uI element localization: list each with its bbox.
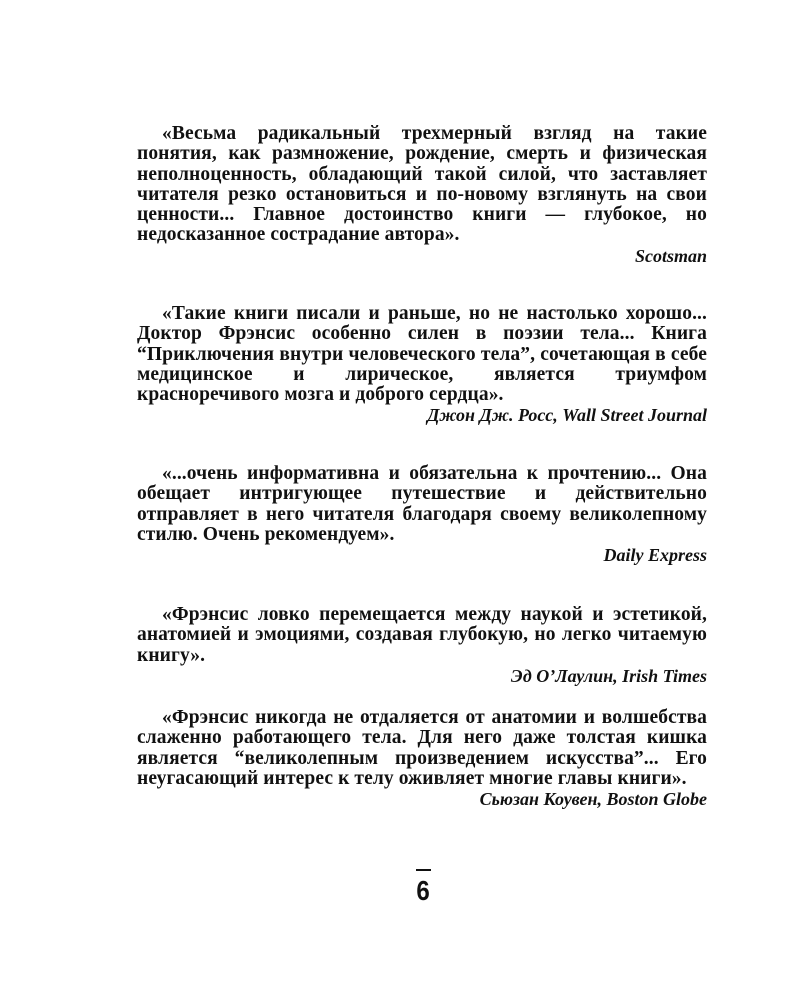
quote-source: Scotsman: [634, 245, 707, 266]
quote-source: Эд О’Лаулин, Irish Times: [510, 665, 707, 686]
review-quote-1: [137, 124, 707, 266]
review-quote-3: [137, 464, 707, 565]
page-number-rule: [416, 869, 431, 871]
quote-text: «...очень информативна и обязательна к прочтению... Она обещает интригующее путешествие и действительно отправляет в него читателя благодаря своему великолепному стилю. Очень рекомендуем».: [137, 463, 707, 545]
quote-text: «Такие книги писали и раньше, но не настолько хорошо... Доктор Фрэнсис особенно силен в поэзии тела... Книга “Приключения внутри человеческого тела”, сочетающая в себе медицинское и лирическое, является триумфом красноречивого мозга и доброго сердца».: [137, 303, 707, 406]
page-number-text: 6: [416, 875, 430, 907]
quote-source: Джон Дж. Росс, Wall Street Journal: [427, 405, 707, 426]
review-quote-4: [137, 605, 707, 686]
quote-source: Сьюзан Коувен, Boston Globe: [479, 789, 707, 810]
quote-text: «Фрэнсис никогда не отдаляется от анатомии и волшебства слаженно работающего тела. Для него даже толстая кишка является “великолепным произведением искусства”... Его неугасающий интерес к телу оживляет многие главы книги».: [137, 707, 707, 789]
review-quote-2: [137, 304, 707, 426]
quote-text: «Фрэнсис ловко перемещается между наукой и эстетикой, анатомией и эмоциями, создавая глубокую, но легко читаемую книгу».: [137, 604, 707, 666]
quote-source: Daily Express: [603, 545, 707, 566]
quote-text: «Весьма радикальный трехмерный взгляд на такие понятия, как размножение, рождение, смерть и физическая неполноценность, обладающий такой силой, что заставляет читателя резко остановиться и по-новому взглянуть на свои ценности... Главное достоинство книги — глубокое, но недосказанное сострадание автора».: [137, 123, 707, 246]
review-quote-5: [137, 708, 707, 809]
